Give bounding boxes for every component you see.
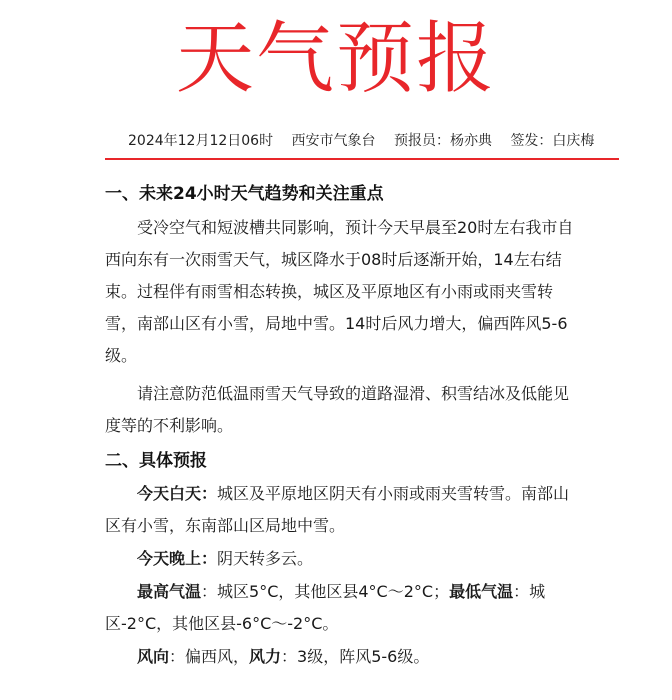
section-heading-forecast: 二、具体预报 — [105, 451, 207, 471]
issue-datetime: 2024年12月12日06时 — [128, 133, 274, 149]
wind-direction-label: 风向 — [137, 647, 170, 666]
tonight-forecast — [105, 543, 579, 575]
issuer: 签发：白庆梅 — [510, 133, 595, 149]
today-text: 城区及平原地区阴天有小雨或雨夹雪转雪。南部山区有小雪，东南部山区局地中雪。 — [105, 484, 570, 535]
min-temp-text: ：城区-2°C，其他区县-6°C～-2°C。 — [105, 582, 546, 633]
max-temp-label: 最高气温 — [137, 582, 202, 601]
wind-force-text: ：3级，阵风5-6级。 — [281, 647, 430, 666]
section-heading-trend: 一、未来24小时天气趋势和关注重点 — [105, 184, 384, 204]
wind-forecast — [105, 641, 579, 673]
header-divider — [105, 158, 619, 160]
temperature-forecast — [105, 576, 579, 640]
tonight-label: 今天晚上： — [137, 549, 218, 568]
wind-force-label: 风力 — [249, 647, 282, 666]
tonight-text: 阴天转多云。 — [217, 549, 314, 568]
max-temp-text: ：城区5°C，其他区县4°C～2°C； — [201, 582, 450, 601]
issue-info — [128, 131, 648, 151]
page-title: 天气预报 — [175, 14, 496, 104]
today-label: 今天白天： — [137, 484, 218, 503]
forecaster: 预报员：杨亦典 — [393, 133, 492, 149]
issuing-agency: 西安市气象台 — [291, 133, 376, 149]
warning-paragraph: 请注意防范低温雨雪天气导致的道路湿滑、积雪结冰及低能见度等的不利影响。 — [105, 384, 570, 435]
trend-paragraph: 受冷空气和短波槽共同影响，预计今天早晨至20时左右我市自西向东有一次雨雪天气，城区降水于08时后逐渐开始，14左右结束。过程伴有雨雪相态转换，城区及平原地区有小雨或雨夹雪转雪，南部山区有小雪，局地中雪。14时后风力增大，偏西阵风5-6级。 — [105, 218, 574, 365]
today-forecast — [105, 478, 579, 542]
min-temp-label: 最低气温 — [449, 582, 514, 601]
wind-direction-text: ：偏西风， — [169, 647, 250, 666]
